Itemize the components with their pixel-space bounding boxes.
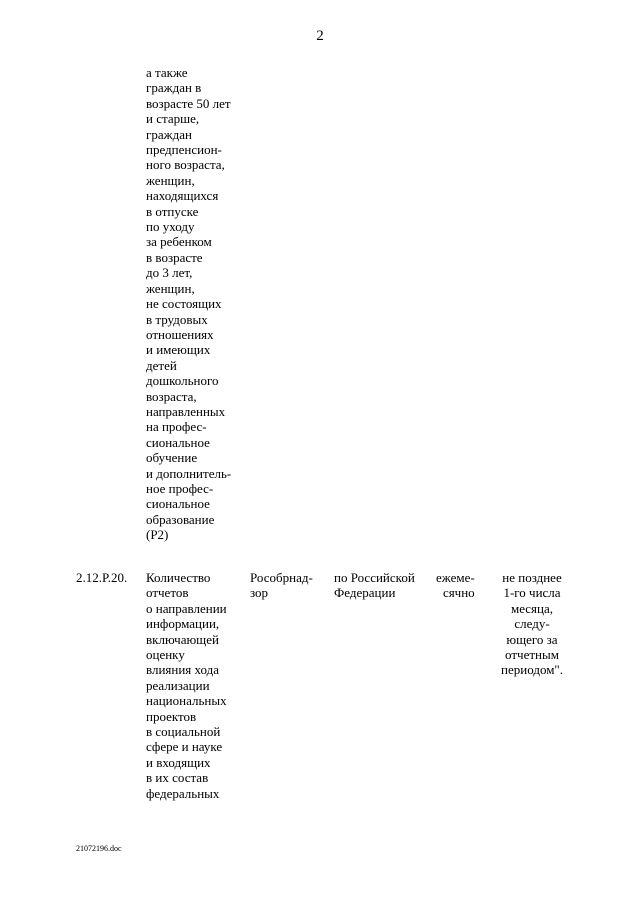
cell-text-line: предпенсион- xyxy=(146,142,222,158)
cell-text-line: образование xyxy=(146,511,215,527)
continued-indicator-cell xyxy=(146,65,231,543)
cell-text-line: зор xyxy=(250,585,269,601)
cell-text-line: находящихся xyxy=(146,188,219,204)
cell-text-line: сячно xyxy=(442,585,475,601)
cell-text-line: отчетным xyxy=(505,647,559,663)
level-cell xyxy=(334,570,415,601)
indicator-name-cell xyxy=(146,570,227,801)
cell-text-line: возраста, xyxy=(146,388,197,404)
cell-text-line: национальных xyxy=(146,693,227,709)
cell-text-line: за ребенком xyxy=(146,234,212,250)
cell-text-line: и входящих xyxy=(146,754,211,770)
cell-text-line: отношениях xyxy=(146,326,214,342)
cell-text-line: периодом". xyxy=(501,662,563,678)
cell-text-line: в их состав xyxy=(146,770,209,786)
cell-text-line: ежеме- xyxy=(436,570,475,585)
cell-text-line: по Российской xyxy=(334,570,415,585)
cell-text-line: месяца, xyxy=(510,600,554,616)
cell-text-line: информации, xyxy=(146,616,220,632)
row-number-cell xyxy=(76,570,127,585)
cell-text-line: и старше, xyxy=(146,111,200,127)
cell-text-line: отчетов xyxy=(146,585,189,601)
cell-text-line: Рособрнад- xyxy=(250,570,313,585)
page-number: 2 xyxy=(316,28,324,44)
cell-text-line: (P2) xyxy=(146,527,169,543)
cell-text-line: сфере и науке xyxy=(146,739,223,755)
cell-text-line: не позднее xyxy=(502,570,562,585)
cell-text-line: возрасте 50 лет xyxy=(146,95,231,111)
cell-text-line: и имеющих xyxy=(146,342,211,358)
cell-text-line: граждан xyxy=(146,126,192,142)
cell-text-line: до 3 лет, xyxy=(146,265,193,281)
cell-text-line: сиональное xyxy=(146,496,210,512)
cell-text-line: в отпуске xyxy=(146,203,199,219)
cell-text-line: оценку xyxy=(146,647,185,663)
cell-text-line: женщин, xyxy=(146,172,195,188)
cell-text-line: обучение xyxy=(146,450,198,466)
cell-text-line: дошкольного xyxy=(146,373,219,389)
cell-text-line: ного возраста, xyxy=(146,157,225,173)
responsible-agency-cell xyxy=(250,570,313,601)
cell-text-line: о направлении xyxy=(146,600,227,616)
cell-text-line: сиональное xyxy=(146,434,210,450)
cell-text-line: в возрасте xyxy=(146,249,203,265)
cell-text-line: реализации xyxy=(146,677,210,693)
cell-text-line: ное профес- xyxy=(146,480,214,496)
cell-text-line: детей xyxy=(146,357,177,373)
frequency-cell xyxy=(436,570,475,601)
cell-text-line: в социальной xyxy=(146,724,221,740)
cell-text-line: Количество xyxy=(146,570,211,585)
cell-text-line: не состоящих xyxy=(146,296,222,312)
cell-text-line: следу- xyxy=(514,616,550,632)
cell-text-line: и дополнитель- xyxy=(146,465,232,481)
cell-text-line: а также xyxy=(146,65,188,80)
row-number: 2.12.P.20. xyxy=(76,570,128,585)
cell-text-line: проектов xyxy=(146,708,197,724)
cell-text-line: женщин, xyxy=(146,280,195,296)
document-filename: 21072196.doc xyxy=(76,844,122,853)
cell-text-line: по уходу xyxy=(146,219,195,235)
cell-text-line: направленных xyxy=(146,403,226,419)
deadline-cell xyxy=(484,570,580,678)
cell-text-line: 1-го числа xyxy=(503,585,561,601)
cell-text-line: федеральных xyxy=(146,785,220,801)
cell-text-line: ющего за xyxy=(506,631,558,647)
cell-text-line: влияния хода xyxy=(146,662,220,678)
cell-text-line: включающей xyxy=(146,631,219,647)
cell-text-line: на профес- xyxy=(146,419,207,435)
cell-text-line: граждан в xyxy=(146,80,202,96)
cell-text-line: Федерации xyxy=(334,585,396,601)
cell-text-line: в трудовых xyxy=(146,311,208,327)
